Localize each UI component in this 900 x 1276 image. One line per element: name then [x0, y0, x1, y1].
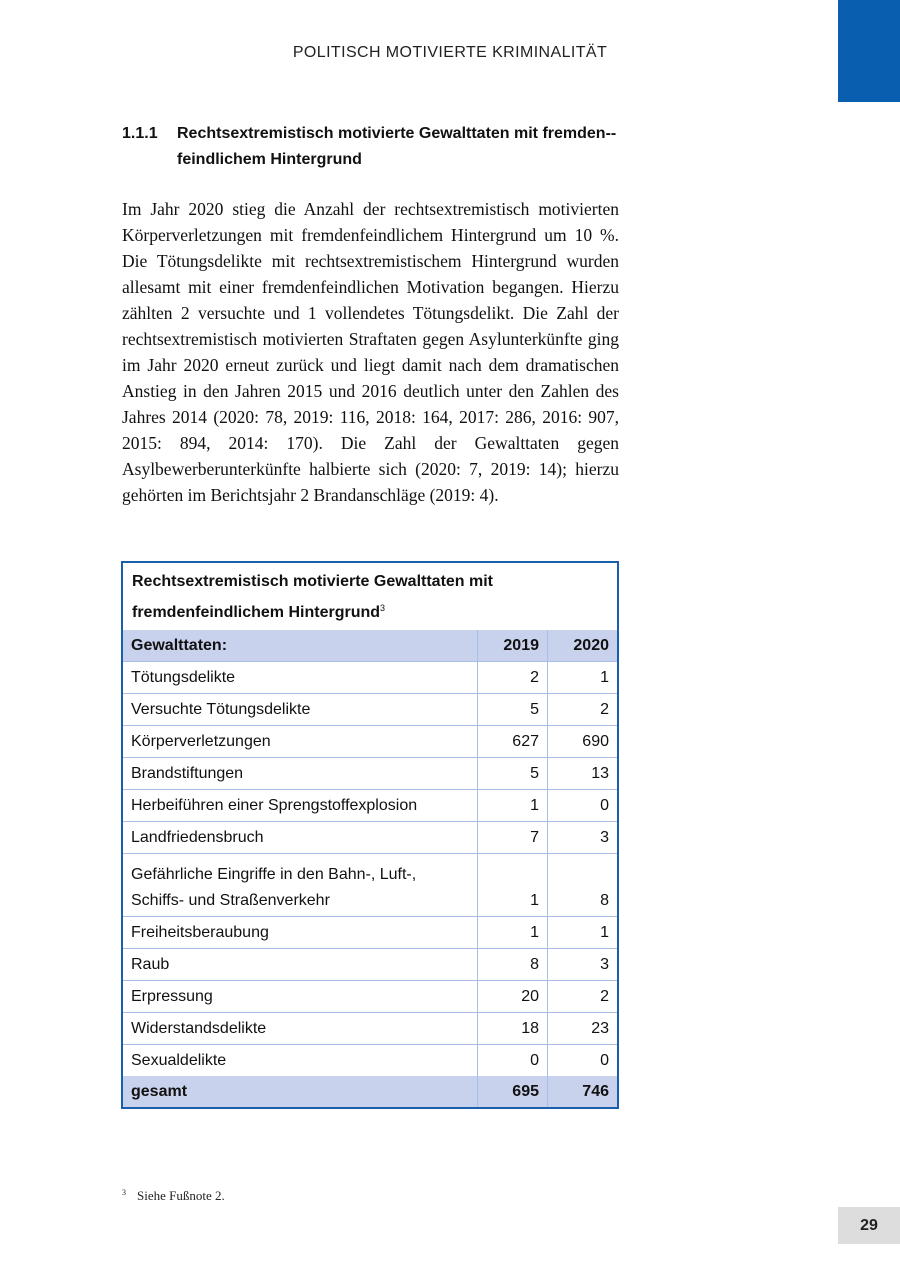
table-row: [123, 981, 617, 1013]
header-year-2019: 2019: [478, 630, 548, 662]
page-number: 29: [838, 1207, 900, 1244]
value-2020: 3: [548, 822, 618, 854]
row-label: Versuchte Tötungsdelikte: [123, 694, 478, 726]
total-2020: 746: [548, 1076, 618, 1107]
value-2020: 1: [548, 662, 618, 694]
table-caption: [123, 563, 617, 630]
row-label: Erpressung: [123, 981, 478, 1013]
row-label: Herbeiführen einer Sprengstoffexplosion: [123, 790, 478, 822]
value-2019: 0: [478, 1045, 548, 1077]
section-title: Rechtsextremistisch motivierte Gewalttaten mit fremden-feindlichem Hintergrund: [177, 125, 617, 168]
violence-statistics-table: [121, 561, 619, 1109]
value-2019: 20: [478, 981, 548, 1013]
total-2019: 695: [478, 1076, 548, 1107]
table-caption-text: Rechtsextremistisch motivierte Gewalttaten mit fremdenfeindlichem Hintergrund: [132, 573, 494, 621]
table-row: [123, 949, 617, 981]
row-label: Widerstandsdelikte: [123, 1013, 478, 1045]
row-label-line-2: Schiffs- und Straßenverkehr: [131, 892, 330, 909]
table-row: [123, 694, 617, 726]
table-caption-footnote-marker: 3: [380, 603, 386, 613]
value-2019: 7: [478, 822, 548, 854]
value-2020: 23: [548, 1013, 618, 1045]
section-number: 1.1.1: [122, 125, 158, 142]
value-2019: 5: [478, 694, 548, 726]
value-2020: 13: [548, 758, 618, 790]
row-label: Freiheitsberaubung: [123, 917, 478, 949]
value-2019: 8: [478, 949, 548, 981]
value-2020: 1: [548, 917, 618, 949]
value-2019: 5: [478, 758, 548, 790]
running-header: POLITISCH MOTIVIERTE KRIMINALITÄT: [292, 44, 608, 61]
row-label: Brandstiftungen: [123, 758, 478, 790]
table-header-row: [123, 630, 617, 662]
table-total-row: [123, 1076, 617, 1107]
value-2020: 0: [548, 790, 618, 822]
header-offense-type: Gewalttaten:: [123, 630, 478, 662]
row-label: Raub: [123, 949, 478, 981]
footnote-text: Siehe Fußnote 2.: [137, 1188, 225, 1203]
table-row: [123, 758, 617, 790]
table-row: [123, 1045, 617, 1077]
section-heading: [122, 121, 622, 173]
table-row: [123, 726, 617, 758]
value-2020: 690: [548, 726, 618, 758]
footnote-marker: 3: [122, 1188, 126, 1197]
row-label: [123, 854, 478, 917]
row-label: Landfriedensbruch: [123, 822, 478, 854]
body-paragraph: Im Jahr 2020 stieg die Anzahl der rechtsextremistisch motivierten Körperverletzungen mit fremdenfeindlichem Hintergrund um 10 %. Die Tötungsdelikte mit rechtsextremistischem Hintergrund wurden allesamt mit einer fremdenfeindlichen Motivation begangen. Hierzu zählten 2 versuchte und 1 vollendetes Tötungsdelikt. Die Zahl der rechtsextremistisch motivierten Straftaten gegen Asylunterkünfte ging im Jahr 2020 erneut zurück und liegt damit nach dem dramatischen Anstieg in den Jahren 2015 und 2016 deutlich unter den Zahlen des Jahres 2014 (2020: 78, 2019: 116, 2018: 164, 2017: 286, 2016: 907, 2015: 894, 2014: 170). Die Zahl der Gewalttaten gegen Asylbewerberunterkünfte halbierte sich (2020: 7, 2019: 14); hierzu gehörten im Berichtsjahr 2 Brandanschläge (2019: 4).: [122, 199, 619, 505]
value-2020: 2: [548, 694, 618, 726]
value-2020: 0: [548, 1045, 618, 1077]
total-label: gesamt: [123, 1076, 478, 1107]
value-2020: 3: [548, 949, 618, 981]
value-2019: 627: [478, 726, 548, 758]
table-row: [123, 854, 617, 917]
row-label: Körperverletzungen: [123, 726, 478, 758]
footnote: [122, 1188, 225, 1204]
value-2019: 18: [478, 1013, 548, 1045]
value-2019: 1: [478, 790, 548, 822]
row-label-line-1: Gefährliche Eingriffe in den Bahn-, Luft-,: [131, 866, 417, 883]
table-row: [123, 1013, 617, 1045]
row-label: Tötungsdelikte: [123, 662, 478, 694]
row-label: Sexualdelikte: [123, 1045, 478, 1077]
table-row: [123, 917, 617, 949]
value-2019: 2: [478, 662, 548, 694]
table-row: [123, 662, 617, 694]
value-2020: 8: [548, 854, 618, 917]
value-2020: 2: [548, 981, 618, 1013]
value-2019: 1: [478, 917, 548, 949]
table-row: [123, 790, 617, 822]
table-row: [123, 822, 617, 854]
value-2019: 1: [478, 854, 548, 917]
header-year-2020: 2020: [548, 630, 618, 662]
